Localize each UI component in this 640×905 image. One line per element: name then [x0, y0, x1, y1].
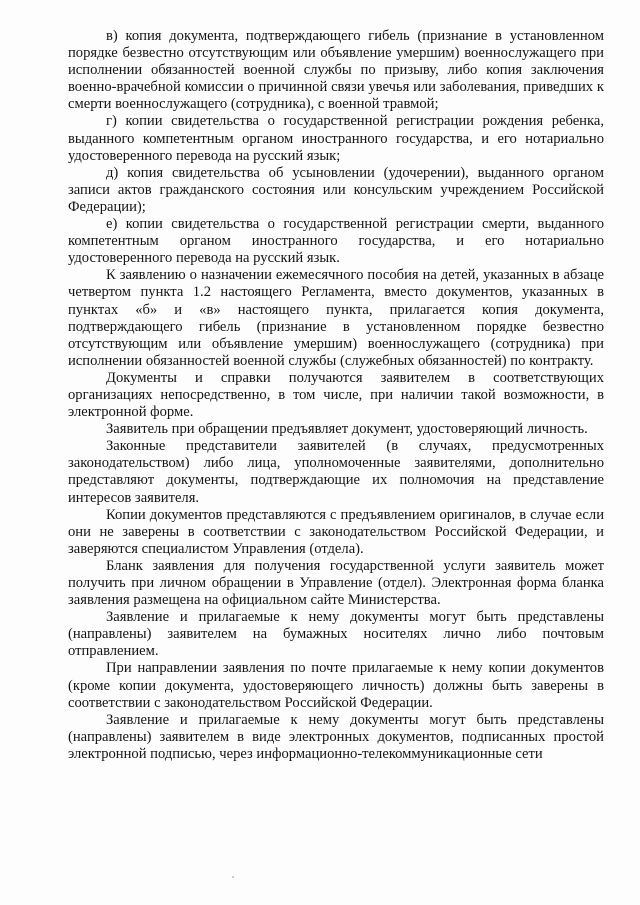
document-body	[68, 28, 604, 763]
paragraph-application-form: Бланк заявления для получения государственной услуги заявитель может получить при личном обращении в Управление (отдел). Электронная форма бланка заявления размещена на официальном сайте Министерства.	[68, 557, 604, 609]
paragraph-item-g: г) копии свидетельства о государственной регистрации рождения ребенка, выданного компетентным органом иностранного государства, и его нотариально удостоверенного перевода на русский язык;	[68, 113, 604, 164]
scan-speck	[232, 876, 234, 878]
paragraph-electronic-submission: Заявление и прилагаемые к нему документы могут быть представлены (направлены) заявителем в виде электронных документов, подписанных простой электронной подписью, через информационно-телекоммуникационные сети	[68, 711, 604, 762]
paragraph-documents-obtained: Документы и справки получаются заявителем в соответствующих организациях непосредственно, в том числе, при наличии такой возможности, в электронной форме.	[68, 369, 604, 421]
paragraph-identity-document: Заявитель при обращении предъявляет документ, удостоверяющий личность.	[106, 421, 588, 438]
paragraph-postal-submission: При направлении заявления по почте прилагаемые к нему копии документов (кроме копии документа, удостоверяющего личность) должны быть заверены в соответствии с законодательством Российской Федерации.	[68, 660, 604, 711]
paragraph-item-e: е) копии свидетельства о государственной регистрации смерти, выданного компетентным органом иностранного государства, и его нотариально удостоверенного перевода на русский язык.	[68, 216, 604, 267]
paragraph-item-d: д) копия свидетельства об усыновлении (удочерении), выданного органом записи актов гражданского состояния или консульским учреждением Российской Федерации);	[68, 164, 604, 215]
paragraph-item-v: в) копия документа, подтверждающего гибель (признание в установленном порядке безвестно отсутствующим или объявление умершим) военнослужащего при исполнении обязанностей военной службы по призыву, либо копия заключения военно-врачебной комиссии о причинной связи увечья или заболевания, приведших к смерти военнослужащего (сотрудника), с военной травмой;	[68, 28, 604, 113]
paragraph-paper-submission: Заявление и прилагаемые к нему документы могут быть представлены (направлены) заявителем на бумажных носителях лично либо почтовым отправлением.	[68, 609, 604, 660]
paragraph-copies-originals: Копии документов представляются с предъявлением оригиналов, в случае если они не заверены в соответствии с законодательством Российской Федерации, и заверяются специалистом Управления (отдела).	[68, 506, 604, 557]
paragraph-monthly-allowance: К заявлению о назначении ежемесячного пособия на детей, указанных в абзаце четвертом пункта 1.2 настоящего Регламента, вместо документов, указанных в пунктах «б» и «в» настоящего пункта, прилагается копия документа, подтверждающего гибель (признание в установленном порядке безвестно отсутствующим или объявление умершим) военнослужащего (сотрудника) при исполнении обязанностей военной службы (служебных обязанностей) по контракту.	[68, 267, 604, 369]
paragraph-legal-representatives: Законные представители заявителей (в случаях, предусмотренных законодательством) либо лица, уполномоченные заявителями, дополнительно представляют документы, подтверждающие их полномочия на представление интересов заявителя.	[68, 438, 604, 506]
